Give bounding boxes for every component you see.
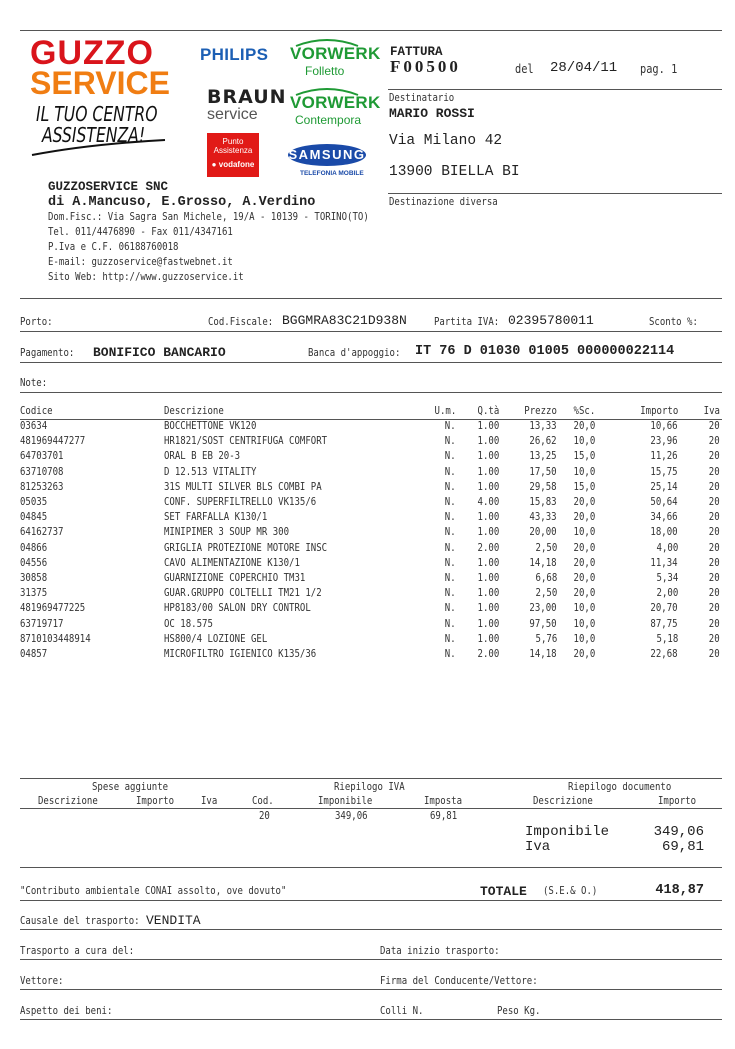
item-iva: 20 — [709, 602, 720, 615]
item-qta: 1.00 — [477, 480, 499, 493]
cf-value: BGGMRA83C21D938N — [282, 313, 407, 328]
item-sconto: 10,0 — [573, 465, 595, 478]
item-qta: 4.00 — [477, 496, 499, 508]
table-row — [0, 481, 735, 497]
col-importo: Importo — [639, 405, 678, 417]
item-iva: 20 — [709, 587, 720, 600]
item-um: N. — [445, 602, 456, 615]
iva-row-imponibile: 349,06 — [335, 810, 368, 822]
item-prezzo: 2,50 — [535, 541, 557, 554]
item-descrizione: MICROFILTRO IGIENICO K135/36 — [164, 648, 317, 660]
invoice-page: pag. 1 — [640, 62, 678, 76]
iva-row-cod: 20 — [259, 810, 270, 822]
conai-note: "Contributo ambientale CONAI assolto, ove dovuto" — [20, 885, 287, 897]
item-descrizione: HS800/4 LOZIONE GEL — [164, 632, 268, 645]
cf-label: Cod.Fiscale: — [208, 316, 274, 328]
iva-col-imposta: Imposta — [424, 795, 463, 807]
item-descrizione: HR1821/SOST CENTRIFUGA COMFORT — [164, 435, 328, 448]
item-um: N. — [445, 587, 456, 600]
company-web: Sito Web: http://www.guzzoservice.it — [48, 271, 244, 283]
vorwerk-contempora-sub: Contempora — [295, 113, 362, 127]
recipient-label: Destinatario — [389, 92, 455, 104]
item-prezzo: 14,18 — [529, 648, 557, 660]
item-um: N. — [445, 526, 456, 539]
item-importo: 5,18 — [656, 632, 678, 645]
logo-tagline-1: IL TUO CENTRO — [36, 102, 158, 126]
causale-value: VENDITA — [146, 913, 201, 928]
item-um: N. — [445, 450, 456, 463]
item-um: N. — [445, 541, 456, 554]
data-inizio-label: Data inizio trasporto: — [380, 945, 500, 957]
item-qta: 1.00 — [477, 511, 499, 524]
item-codice: 63710708 — [20, 465, 64, 478]
table-row — [0, 496, 735, 512]
item-iva: 20 — [709, 496, 720, 508]
item-prezzo: 14,18 — [529, 556, 557, 569]
item-prezzo: 17,50 — [529, 465, 557, 478]
item-sconto: 20,0 — [573, 496, 595, 508]
invoice-del-label: del — [515, 62, 534, 76]
item-qta: 1.00 — [477, 602, 499, 615]
item-descrizione: HP8183/00 SALON DRY CONTROL — [164, 602, 311, 615]
invoice-number: F00500 — [390, 57, 461, 76]
item-iva: 20 — [709, 420, 720, 432]
item-codice: 31375 — [20, 587, 48, 600]
vodafone-logo — [207, 133, 259, 177]
item-codice: 04866 — [20, 541, 48, 554]
peso-label: Peso Kg. — [497, 1005, 541, 1017]
logo-guzzo: GUZZO — [30, 34, 154, 72]
item-sconto: 10,0 — [573, 617, 595, 630]
item-qta: 1.00 — [477, 587, 499, 600]
causale-rule — [20, 929, 722, 930]
item-codice: 8710103448914 — [20, 632, 91, 645]
spese-col-descrizione: Descrizione — [38, 795, 98, 807]
item-um: N. — [445, 572, 456, 584]
item-um: N. — [445, 480, 456, 493]
item-prezzo: 23,00 — [529, 602, 557, 615]
table-row — [0, 450, 735, 466]
spese-title: Spese aggiunte — [92, 781, 169, 793]
table-row — [0, 572, 735, 588]
item-iva: 20 — [709, 435, 720, 448]
vorwerk-folletto-sub: Folletto — [305, 64, 345, 78]
item-qta: 1.00 — [477, 617, 499, 630]
info-rule-2 — [20, 362, 722, 363]
vorwerk-folletto-logo: VORWERK — [290, 44, 381, 63]
spese-col-iva: Iva — [201, 795, 218, 807]
table-row — [0, 511, 735, 527]
item-qta: 1.00 — [477, 450, 499, 463]
vorwerk-contempora-logo: VORWERK — [290, 93, 381, 112]
info-rule-1 — [20, 331, 722, 332]
item-iva: 20 — [709, 526, 720, 539]
item-iva: 20 — [709, 632, 720, 645]
table-row — [0, 542, 735, 558]
item-qta: 1.00 — [477, 526, 499, 539]
item-prezzo: 20,00 — [529, 526, 557, 539]
vodafone-icon: ● — [211, 160, 217, 169]
item-qta: 1.00 — [477, 556, 499, 569]
item-descrizione: CONF. SUPERFILTRELLO VK135/6 — [164, 496, 317, 508]
company-phone: Tel. 011/4476890 - Fax 011/4347161 — [48, 226, 233, 238]
item-um: N. — [445, 496, 456, 508]
summary-header-rule — [20, 808, 722, 809]
item-codice: 04556 — [20, 556, 48, 569]
item-codice: 64162737 — [20, 526, 64, 539]
aspetto-label: Aspetto dei beni: — [20, 1005, 113, 1017]
item-prezzo: 5,76 — [535, 632, 557, 645]
item-codice: 04857 — [20, 648, 48, 660]
item-prezzo: 97,50 — [529, 617, 557, 630]
aspetto-rule — [20, 1019, 722, 1020]
col-qta: Q.tà — [477, 405, 499, 417]
item-codice: 63719717 — [20, 617, 64, 630]
vodafone-brand — [207, 155, 259, 171]
item-descrizione: CAVO ALIMENTAZIONE K130/1 — [164, 556, 300, 569]
totale-se-o: (S.E.& O.) — [543, 885, 598, 897]
item-iva: 20 — [709, 541, 720, 554]
item-importo: 11,26 — [650, 450, 678, 463]
pagamento-label: Pagamento: — [20, 347, 75, 359]
recipient-name: MARIO ROSSI — [389, 106, 475, 121]
invoice-date: 28/04/11 — [550, 60, 618, 76]
item-sconto: 20,0 — [573, 587, 595, 600]
item-qta: 2.00 — [477, 541, 499, 554]
item-descrizione: MINIPIMER 3 SOUP MR 300 — [164, 526, 290, 539]
item-importo: 22,68 — [650, 648, 678, 660]
item-importo: 5,34 — [656, 572, 678, 584]
samsung-logo: SAMSUNG — [288, 144, 366, 166]
braun-service: service — [207, 106, 258, 123]
item-um: N. — [445, 420, 456, 432]
item-iva: 20 — [709, 556, 720, 569]
recipient-bottom-rule — [388, 193, 722, 194]
table-row — [0, 587, 735, 603]
vodafone-line1: Punto — [222, 137, 244, 146]
item-um: N. — [445, 511, 456, 524]
item-importo: 10,66 — [650, 420, 678, 432]
firma-label: Firma del Conducente/Vettore: — [380, 975, 538, 987]
logo-swoosh-icon — [30, 138, 170, 158]
item-prezzo: 13,33 — [529, 420, 557, 432]
invoice-title: FATTURA — [390, 45, 443, 59]
table-row — [0, 435, 735, 451]
item-prezzo: 43,33 — [529, 511, 557, 524]
item-sconto: 20,0 — [573, 541, 595, 554]
item-importo: 50,64 — [650, 496, 678, 508]
item-um: N. — [445, 648, 456, 660]
item-qta: 1.00 — [477, 465, 499, 478]
item-importo: 25,14 — [650, 480, 678, 493]
table-row — [0, 557, 735, 573]
item-descrizione: SET FARFALLA K130/1 — [164, 511, 268, 524]
item-qta: 2.00 — [477, 648, 499, 660]
header-divider — [20, 298, 722, 299]
iva-col-cod: Cod. — [252, 795, 274, 807]
item-descrizione: 31S MULTI SILVER BLS COMBI PA — [164, 480, 322, 493]
doc-iva-value: 69,81 — [661, 839, 704, 855]
item-prezzo: 26,62 — [529, 435, 557, 448]
item-um: N. — [445, 465, 456, 478]
piva-value: 02395780011 — [508, 313, 594, 328]
item-iva: 20 — [709, 617, 720, 630]
item-importo: 2,00 — [656, 587, 678, 600]
item-sconto: 10,0 — [573, 602, 595, 615]
item-iva: 20 — [709, 465, 720, 478]
item-prezzo: 13,25 — [529, 450, 557, 463]
item-importo: 11,34 — [650, 556, 678, 569]
item-qta: 1.00 — [477, 572, 499, 584]
recipient-city: 13900 BIELLA BI — [389, 164, 520, 180]
table-row — [0, 648, 735, 664]
item-iva: 20 — [709, 511, 720, 524]
doc-title: Riepilogo documento — [568, 781, 672, 793]
item-sconto: 20,0 — [573, 420, 595, 432]
note-label: Note: — [20, 377, 48, 389]
item-um: N. — [445, 435, 456, 448]
item-qta: 1.00 — [477, 435, 499, 448]
company-name: GUZZOSERVICE SNC — [48, 180, 169, 194]
pagamento-value: BONIFICO BANCARIO — [93, 345, 226, 360]
causale-label: Causale del trasporto: — [20, 915, 140, 927]
item-descrizione: BOCCHETTONE VK120 — [164, 420, 257, 432]
summary-bottom-rule — [20, 867, 722, 868]
company-email: E-mail: guzzoservice@fastwebnet.it — [48, 256, 233, 268]
samsung-sub: TELEFONIA MOBILE — [300, 170, 364, 177]
iva-title: Riepilogo IVA — [334, 781, 405, 793]
item-codice: 81253263 — [20, 480, 64, 493]
doc-col-importo: Importo — [658, 795, 697, 807]
piva-label: Partita IVA: — [434, 316, 500, 328]
item-codice: 30858 — [20, 572, 48, 584]
alt-destination-label: Destinazione diversa — [389, 196, 498, 208]
item-importo: 15,75 — [650, 465, 678, 478]
item-importo: 20,70 — [650, 602, 678, 615]
recipient-top-rule — [388, 89, 722, 90]
item-descrizione: OC 18.575 — [164, 617, 213, 630]
spese-col-importo: Importo — [136, 795, 175, 807]
col-prezzo: Prezzo — [524, 405, 557, 417]
vodafone-line2: Assistenza — [213, 146, 253, 155]
item-um: N. — [445, 617, 456, 630]
iva-row-imposta: 69,81 — [430, 810, 458, 822]
item-um: N. — [445, 556, 456, 569]
totals-rule — [20, 900, 722, 901]
logo-tagline-2: ASSISTENZA! — [42, 123, 146, 147]
item-qta: 1.00 — [477, 632, 499, 645]
item-sconto: 20,0 — [573, 511, 595, 524]
banca-value: IT 76 D 01030 01005 000000022114 — [415, 344, 675, 359]
col-iva: Iva — [703, 405, 720, 417]
iva-col-imponibile: Imponibile — [318, 795, 373, 807]
item-sconto: 15,0 — [573, 480, 595, 493]
item-descrizione: D 12.513 VITALITY — [164, 465, 257, 478]
item-importo: 18,00 — [650, 526, 678, 539]
guzzo-service-logo — [30, 34, 170, 101]
company-partners: di A.Mancuso, E.Grosso, A.Verdino — [48, 195, 316, 210]
item-prezzo: 29,58 — [529, 480, 557, 493]
item-importo: 34,66 — [650, 511, 678, 524]
totale-label: TOTALE — [480, 884, 527, 899]
table-row — [0, 526, 735, 542]
col-descrizione: Descrizione — [164, 405, 224, 417]
item-codice: 04845 — [20, 511, 48, 524]
item-sconto: 10,0 — [573, 435, 595, 448]
table-row — [0, 633, 735, 649]
item-importo: 23,96 — [650, 435, 678, 448]
item-sconto: 20,0 — [573, 572, 595, 584]
item-sconto: 10,0 — [573, 632, 595, 645]
item-codice: 481969477225 — [20, 602, 86, 615]
item-codice: 64703701 — [20, 450, 64, 463]
item-importo: 4,00 — [656, 541, 678, 554]
item-sconto: 10,0 — [573, 526, 595, 539]
vettore-rule — [20, 989, 722, 990]
item-sconto: 20,0 — [573, 556, 595, 569]
item-prezzo: 15,83 — [529, 496, 557, 508]
doc-imponibile-value: 349,06 — [653, 824, 704, 840]
item-prezzo: 6,68 — [535, 572, 557, 584]
company-vat: P.Iva e C.F. 06188760018 — [48, 241, 179, 253]
company-address: Dom.Fisc.: Via Sagra San Michele, 19/A - 10139 - TORINO(TO) — [48, 211, 369, 223]
totale-value: 418,87 — [655, 883, 704, 898]
trasporto-label: Trasporto a cura del: — [20, 945, 135, 957]
item-qta: 1.00 — [477, 420, 499, 432]
col-um: U.m. — [434, 405, 456, 417]
col-sconto: %Sc. — [573, 405, 595, 417]
item-importo: 87,75 — [650, 617, 678, 630]
table-row — [0, 466, 735, 482]
item-um: N. — [445, 632, 456, 645]
item-sconto: 20,0 — [573, 648, 595, 660]
colli-label: Colli N. — [380, 1005, 424, 1017]
vettore-label: Vettore: — [20, 975, 64, 987]
item-descrizione: GUARNIZIONE COPERCHIO TM31 — [164, 572, 306, 584]
sconto-label: Sconto %: — [649, 316, 698, 328]
item-descrizione: ORAL B EB 20-3 — [164, 450, 241, 463]
banca-label: Banca d'appoggio: — [308, 347, 401, 359]
item-iva: 20 — [709, 450, 720, 463]
doc-imponibile-label: Imponibile — [525, 824, 610, 840]
item-descrizione: GUAR.GRUPPO COLTELLI TM21 1/2 — [164, 587, 322, 600]
item-iva: 20 — [709, 480, 720, 493]
trasporto-rule — [20, 959, 722, 960]
info-rule-3 — [20, 392, 722, 393]
table-row — [0, 618, 735, 634]
summary-top-rule — [20, 778, 722, 779]
philips-logo: PHILIPS — [200, 45, 269, 64]
table-row — [0, 420, 735, 436]
item-iva: 20 — [709, 572, 720, 584]
item-codice: 05035 — [20, 496, 48, 508]
porto-label: Porto: — [20, 316, 53, 328]
vodafone-brand-text: vodafone — [218, 160, 255, 169]
recipient-street: Via Milano 42 — [389, 133, 503, 149]
table-row — [0, 602, 735, 618]
item-prezzo: 2,50 — [535, 587, 557, 600]
item-iva: 20 — [709, 648, 720, 660]
doc-iva-label: Iva — [525, 839, 551, 855]
item-codice: 481969447277 — [20, 435, 86, 448]
logo-service: SERVICE — [30, 65, 170, 101]
braun-logo: BRAUN — [207, 86, 287, 108]
item-sconto: 15,0 — [573, 450, 595, 463]
col-codice: Codice — [20, 405, 53, 417]
doc-col-descrizione: Descrizione — [533, 795, 593, 807]
item-descrizione: GRIGLIA PROTEZIONE MOTORE INSC — [164, 541, 328, 554]
item-codice: 03634 — [20, 420, 48, 432]
top-rule — [20, 30, 722, 31]
